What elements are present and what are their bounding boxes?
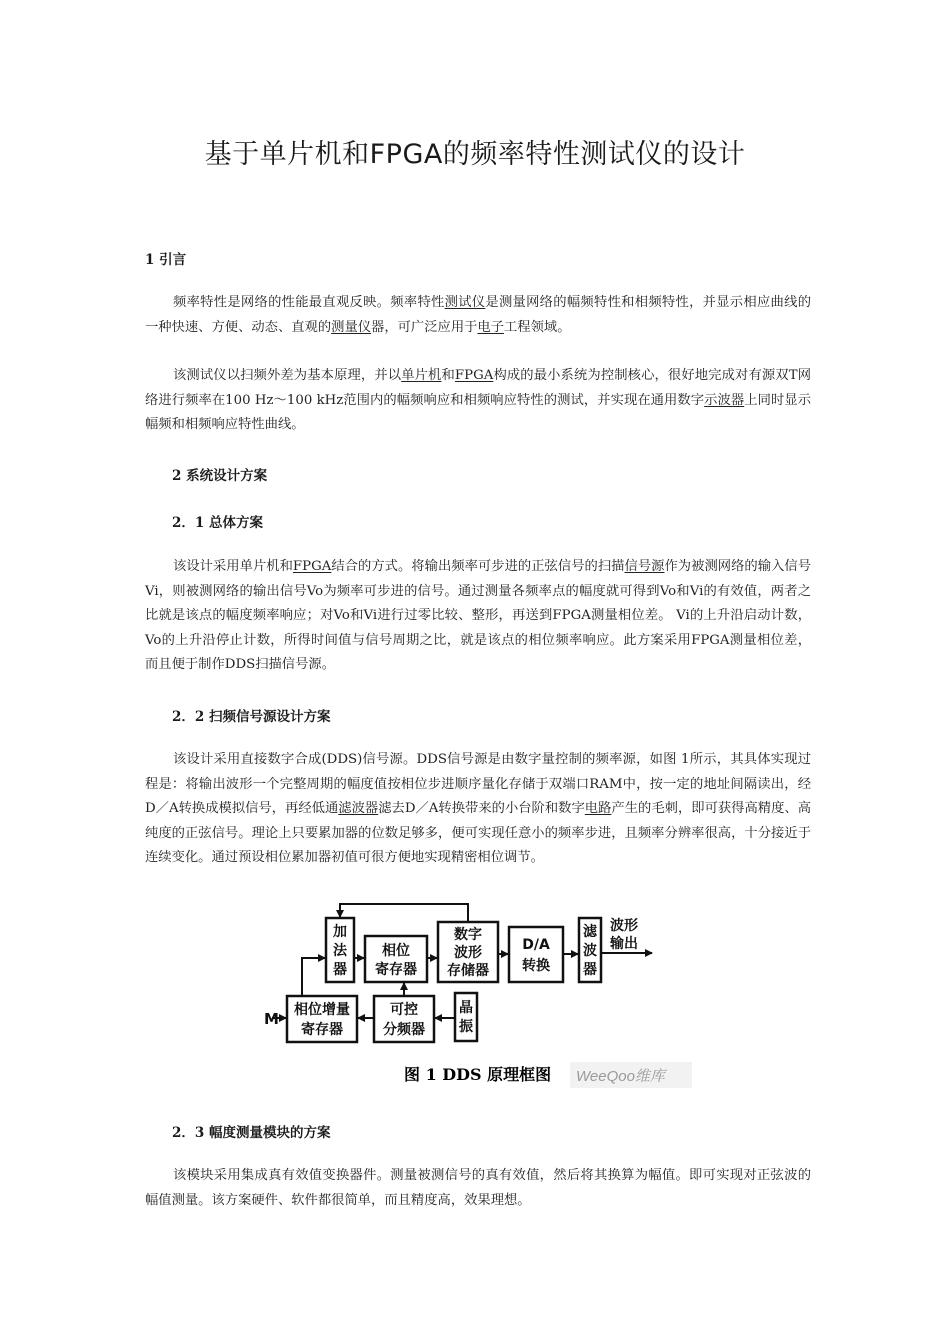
text-run: 构成的最小系统为控制核心，很好地完成对有源双T网络进行频率在100 Hz～100 kHz范围内的幅频响应和相频响应特性的测试，并实现在通用数字 [145,368,812,408]
divider-label: 可控 [390,1002,418,1018]
adder-label: 法 [333,943,347,959]
waveform-memory-label: 波形 [454,945,482,961]
link-filter[interactable]: 滤波器 [338,801,379,816]
text-run: 结合的方式。将输出频率可步进的正弦信号的扫描 [331,559,625,574]
link-oscilloscope[interactable]: 示波器 [704,392,745,408]
page-title: 基于单片机和FPGA的频率特性测试仪的设计 [204,139,746,170]
link-mcu[interactable]: 单片机 [401,368,442,383]
section-heading-system-design: 2 系统设计方案 [172,468,268,484]
output-label: 输出 [610,936,638,952]
adder-label: 器 [333,962,347,978]
paragraph-intro-2 [145,364,811,438]
filter-label: 波 [583,943,597,959]
link-signal-source[interactable]: 信号源 [624,559,665,574]
text-run: 工程领域。 [504,319,571,335]
link-measuring-instrument[interactable]: 测量仪 [331,319,372,335]
link-fpga[interactable]: FPGA [454,368,494,383]
paragraph-intro-1 [145,291,811,340]
section-heading-amplitude-measurement: 2．3 幅度测量模块的方案 [172,1125,331,1141]
figure-caption: 图 1 DDS 原理框图 [404,1065,552,1084]
text-run: 是测量网络的幅频特性和相频特性，并显示相应曲线的一种快速、方便、动态、直观的 [145,295,812,335]
waveform-memory-label: 数字 [454,927,482,943]
link-tester[interactable]: 测试仪 [444,295,486,310]
text-run: 该设计采用直接数字合成(DDS)信号源。DDS信号源是由数字量控制的频率源，如图 1所示，其具体实现过程是：将输出波形一个完整周期的幅度值按相位步进顺序量化存储于双端口RAM中，按一定的地址间隔读出，经D／A转换成模拟信号，再经低通 [145,752,811,816]
text-run: 器，可广泛应用于 [371,319,478,335]
text-run: 该测试仪以扫频外差为基本原理，并以 [173,368,402,383]
filter-label: 滤 [583,924,597,940]
paragraph-amplitude-measurement: 该模块采用集成真有效值变换器件。测量被测信号的真有效值，然后将其换算为幅值。即可实现对正弦波的幅值测量。该方案硬件、软件都很简单，而且精度高，效果理想。 [145,1168,811,1208]
text-run: 滤去D／A转换带来的小台阶和数字 [378,801,585,816]
text-run: 作为被测网络的输入信号Vi，则被测网络的输出信号Vo为频率可步进的信号。通过测量各频率点的幅度就可得到Vo和Vi的有效值，两者之比就是该点的幅度频率响应；对Vo和Vi进行过零比较、整形，再送到FPGA测量相位差。 Vi的上升沿启动计数，Vo的上升沿停止计数，所得时间值与信号周期之比，就是该点的相位频率响应。此方案采用FPGA测量相位差，而且便于制作DDS扫描信号源。 [145,559,812,672]
section-heading-sweep-source: 2．2 扫频信号源设计方案 [172,709,331,725]
adder-label: 加 [333,924,347,940]
text-run: 产生的毛刺，即可获得高精度、高纯度的正弦信号。理论上只要累加器的位数足够多，便可实现任意小的频率步进，且频率分辨率很高，十分接近于连续变化。通过预设相位累加器初值可很方便地实现精密相位调节。 [145,801,812,865]
divider-label: 分频器 [383,1022,425,1038]
dds-diagram-svg [258,896,694,1092]
text-run: 该设计采用单片机和 [173,559,293,574]
link-circuit[interactable]: 电路 [584,801,612,816]
section-heading-overall-scheme: 2．1 总体方案 [172,515,263,531]
phase-register-label: 相位 [382,943,410,959]
output-label: 波形 [610,918,638,934]
da-label: D/A [522,937,550,953]
phase-increment-label: 相位增量 [294,1002,350,1018]
input-m-label: M [264,1010,279,1028]
phase-register-label: 寄存器 [375,962,417,978]
link-fpga-2[interactable]: FPGA [292,559,332,574]
da-label: 转换 [522,958,550,974]
filter-label: 器 [583,962,597,978]
waveform-memory-label: 存储器 [447,963,489,979]
phase-increment-label: 寄存器 [301,1022,343,1038]
paragraph-overall-scheme [145,555,811,678]
watermark-text: WeeQoo维库 [576,1068,665,1085]
dds-block-diagram [258,896,694,1092]
crystal-label: 晶 [459,1000,473,1016]
text-run: 频率特性是网络的性能最直观反映。频率特性 [173,295,445,310]
section-heading-intro: 1 引言 [145,252,187,268]
text-run: 和 [441,368,455,383]
paragraph-sweep-source [145,748,811,871]
text-run: 上同时显示幅频和相频响应特性曲线。 [145,392,811,432]
crystal-label: 振 [459,1019,473,1035]
link-electronics[interactable]: 电子 [477,319,505,335]
